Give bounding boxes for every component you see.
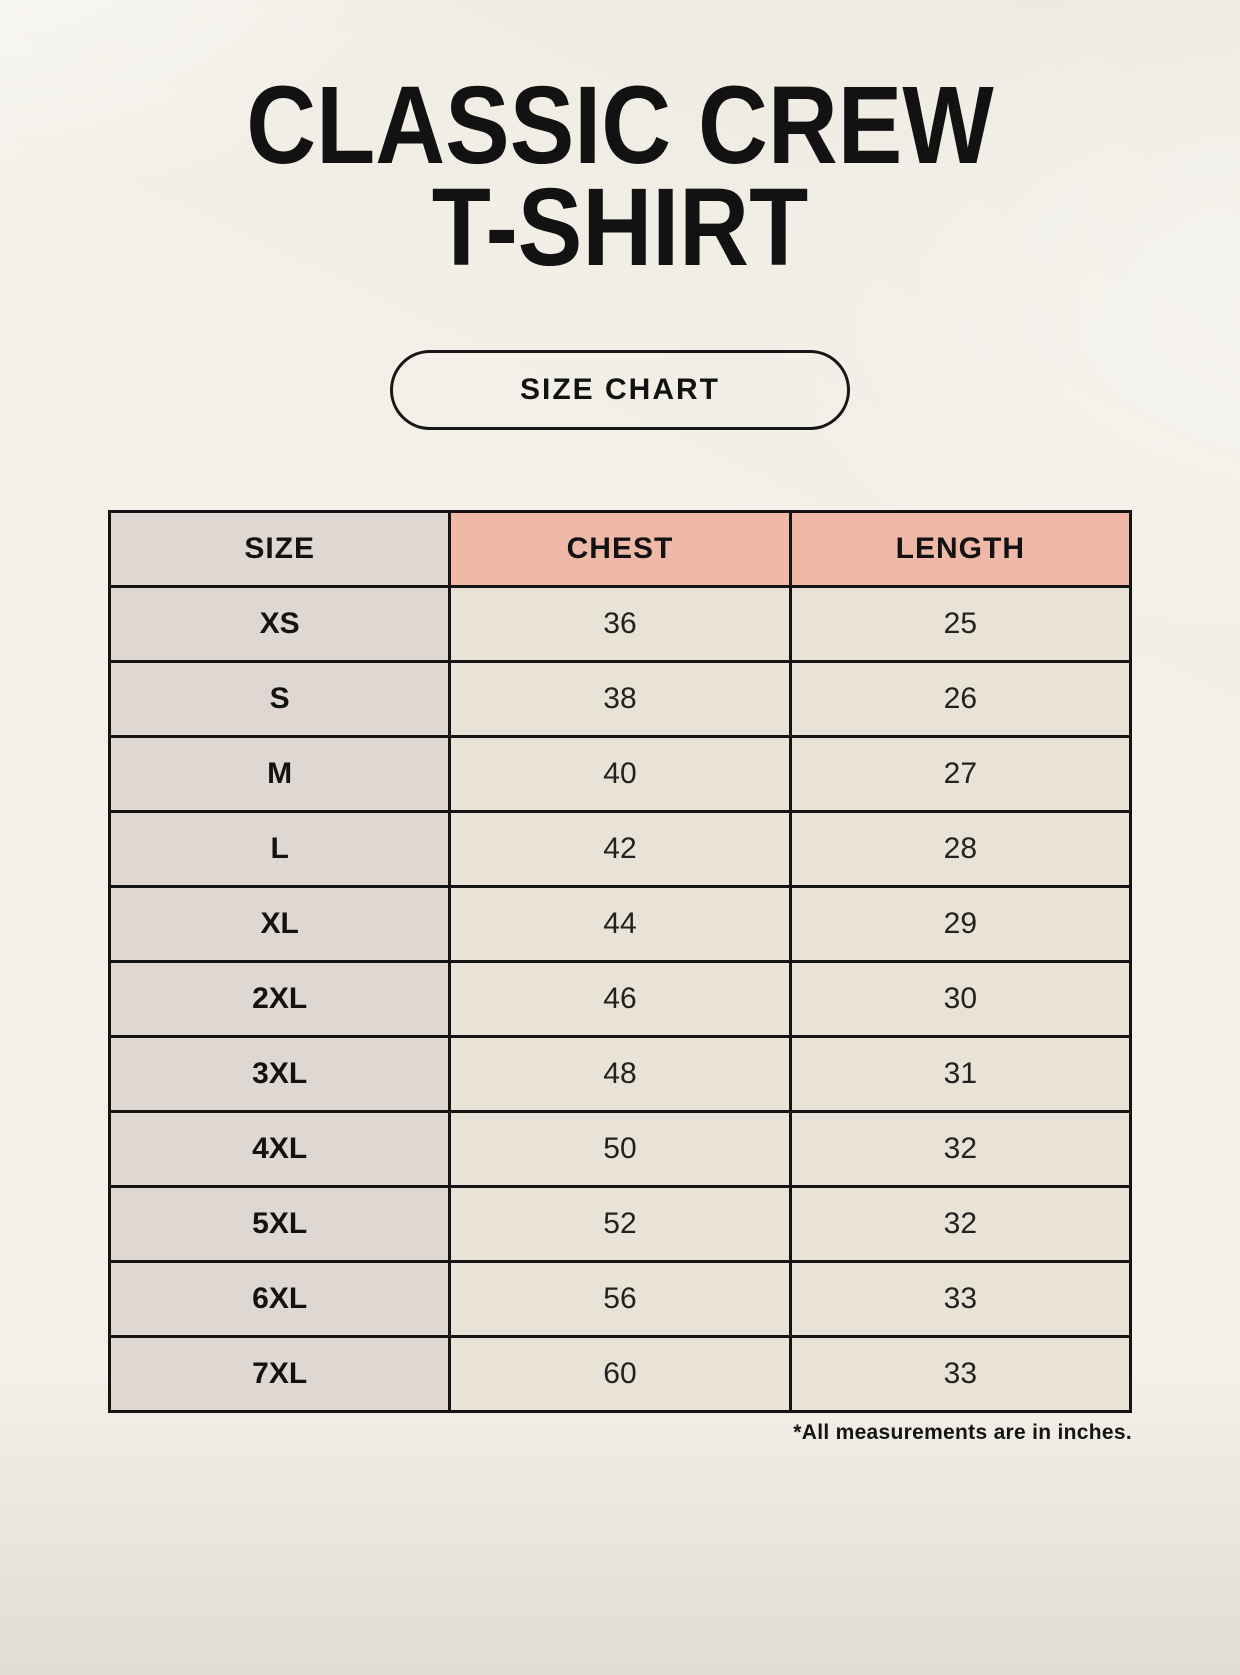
- page-title-line-2: T-SHIRT: [431, 166, 809, 290]
- chest-cell: 52: [450, 1186, 790, 1261]
- size-cell: L: [110, 811, 450, 886]
- table-row: [110, 661, 1131, 736]
- column-header-length: LENGTH: [790, 511, 1130, 586]
- length-cell: 32: [790, 1111, 1130, 1186]
- length-cell: 33: [790, 1336, 1130, 1411]
- chest-cell: 38: [450, 661, 790, 736]
- table-row: [110, 1111, 1131, 1186]
- length-cell: 25: [790, 586, 1130, 661]
- table-row: [110, 886, 1131, 961]
- chest-cell: 42: [450, 811, 790, 886]
- chest-cell: 50: [450, 1111, 790, 1186]
- length-cell: 28: [790, 811, 1130, 886]
- length-cell: 33: [790, 1261, 1130, 1336]
- page-title: [74, 64, 1165, 290]
- table-row: [110, 736, 1131, 811]
- chest-cell: 40: [450, 736, 790, 811]
- chest-cell: 36: [450, 586, 790, 661]
- table-row: [110, 1336, 1131, 1411]
- measurements-footnote: *All measurements are in inches.: [793, 1420, 1132, 1444]
- size-cell: M: [110, 736, 450, 811]
- size-cell: 5XL: [110, 1186, 450, 1261]
- table-row: [110, 961, 1131, 1036]
- table-row: [110, 586, 1131, 661]
- table-row: [110, 1036, 1131, 1111]
- page: [0, 64, 1240, 1675]
- page-title-line-1: CLASSIC CREW: [246, 64, 994, 187]
- size-cell: XL: [110, 886, 450, 961]
- size-cell: 7XL: [110, 1336, 450, 1411]
- chest-cell: 46: [450, 961, 790, 1036]
- table-row: [110, 811, 1131, 886]
- length-cell: 29: [790, 886, 1130, 961]
- size-cell: 6XL: [110, 1261, 450, 1336]
- length-cell: 31: [790, 1036, 1130, 1111]
- chest-cell: 56: [450, 1261, 790, 1336]
- column-header-chest: CHEST: [450, 511, 790, 586]
- column-header-size: SIZE: [110, 511, 450, 586]
- size-cell: 4XL: [110, 1111, 450, 1186]
- length-cell: 32: [790, 1186, 1130, 1261]
- table-header-row: [110, 511, 1131, 586]
- length-cell: 30: [790, 961, 1130, 1036]
- table-row: [110, 1261, 1131, 1336]
- size-chart-button[interactable]: [390, 350, 850, 430]
- size-chart-button-label: SIZE CHART: [520, 372, 720, 406]
- chest-cell: 60: [450, 1336, 790, 1411]
- size-chart-table: [108, 510, 1132, 1413]
- size-cell: S: [110, 661, 450, 736]
- length-cell: 26: [790, 661, 1130, 736]
- size-cell: XS: [110, 586, 450, 661]
- table-row: [110, 1186, 1131, 1261]
- size-cell: 2XL: [110, 961, 450, 1036]
- length-cell: 27: [790, 736, 1130, 811]
- chest-cell: 44: [450, 886, 790, 961]
- chest-cell: 48: [450, 1036, 790, 1111]
- size-cell: 3XL: [110, 1036, 450, 1111]
